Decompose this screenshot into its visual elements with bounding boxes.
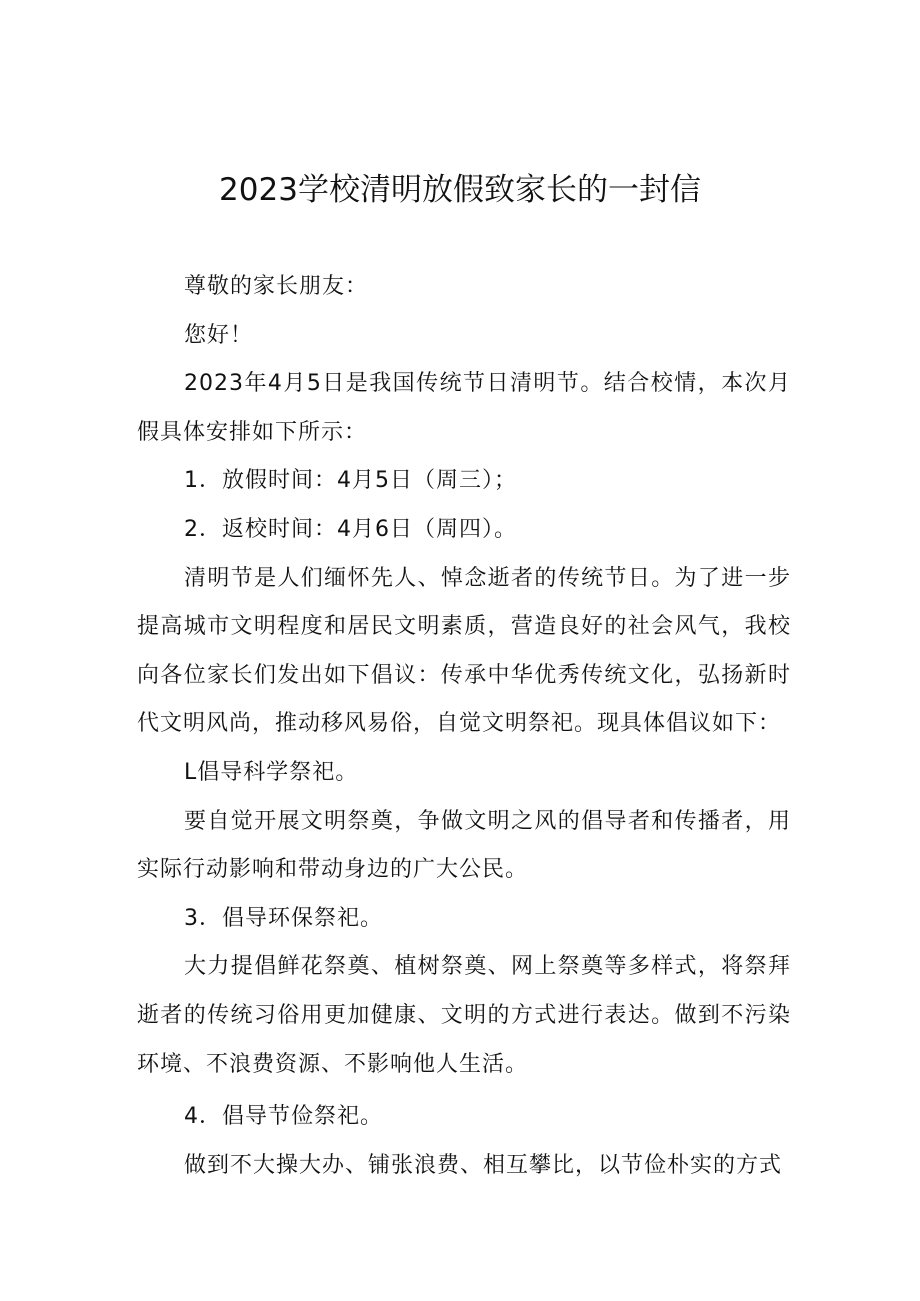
paragraph-frugal-sacrifice: 做到不大操大办、铺张浪费、相互攀比，以节俭朴实的方式: [184, 1152, 783, 1178]
salutation: 尊敬的家长朋友：: [184, 274, 369, 299]
paragraph-intro: 2023年4月5日是我国传统节日清明节。结合校情，本次月假具体安排如下所示：: [137, 371, 791, 445]
document-body: [137, 263, 791, 1190]
paragraph-eco-sacrifice: 大力提倡鲜花祭奠、植树祭奠、网上祭奠等多样式，将祭拜逝者的传统习俗用更加健康、文明的方式进行表达。做到不污染环境、不浪费资源、不影响他人生活。: [137, 954, 791, 1077]
list-item-return-time: 2．返校时间：4月6日（周四）。: [184, 516, 517, 542]
heading-frugal-sacrifice: 4．倡导节俭祭祀。: [184, 1104, 383, 1130]
heading-scientific-sacrifice: L倡导科学祭祀。: [184, 759, 359, 785]
list-item-holiday-time: 1．放假时间：4月5日（周三）；: [184, 468, 517, 494]
greeting: 您好！: [184, 322, 254, 348]
document-title: 2023学校清明放假致家长的一封信: [219, 172, 701, 208]
paragraph-proposal: 清明节是人们缅怀先人、悼念逝者的传统节日。为了进一步提高城市文明程度和居民文明素质，营造良好的社会风气，我校向各位家长们发出如下倡议：传承中华优秀传统文化，弘扬新时代文明风尚，推动移风易俗，自觉文明祭祀。现具体倡议如下：: [137, 565, 791, 737]
heading-eco-sacrifice: 3．倡导环保祭祀。: [184, 905, 383, 931]
paragraph-scientific-sacrifice: 要自觉开展文明祭奠，争做文明之风的倡导者和传播者，用实际行动影响和带动身边的广大公民。: [137, 808, 791, 883]
